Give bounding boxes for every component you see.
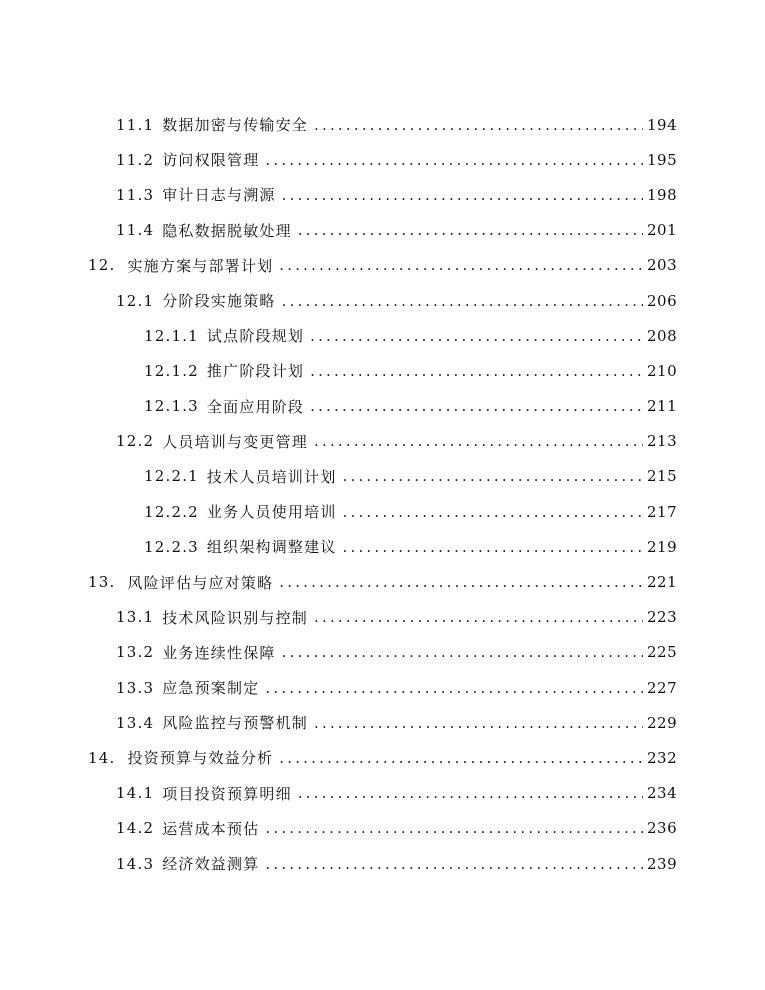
toc-entry[interactable]	[0, 600, 765, 635]
toc-entry-title: 风险评估与应对策略	[127, 573, 274, 592]
toc-entry-title: 全面应用阶段	[206, 397, 305, 416]
toc-dot-leader	[310, 362, 643, 380]
toc-dot-leader	[265, 151, 643, 169]
toc-dot-leader	[282, 643, 643, 661]
toc-entry-page-number: 217	[647, 502, 678, 521]
toc-entry-page-number: 211	[647, 397, 678, 416]
toc-entry-page-number: 215	[647, 467, 678, 486]
toc-entry-page-number: 198	[647, 185, 678, 204]
toc-entry-title: 分阶段实施策略	[162, 292, 276, 311]
toc-entry-title: 审计日志与溯源	[162, 186, 276, 205]
toc-dot-leader	[265, 819, 643, 837]
toc-entry[interactable]	[0, 705, 765, 740]
toc-entry[interactable]	[0, 213, 765, 248]
toc-entry-page-number: 223	[647, 608, 678, 627]
toc-entry[interactable]	[0, 529, 765, 564]
toc-entry-page-number: 213	[647, 432, 678, 451]
toc-entry-title: 隐私数据脱敏处理	[162, 221, 292, 240]
toc-entry-page-number: 195	[647, 150, 678, 169]
toc-dot-leader	[314, 714, 643, 732]
toc-dot-leader	[310, 397, 643, 415]
toc-entry[interactable]	[0, 318, 765, 353]
toc-entry-page-number: 219	[647, 537, 678, 556]
toc-entry-title: 组织架构调整建议	[206, 538, 337, 557]
toc-entry-number: 13.	[88, 573, 116, 592]
toc-entry[interactable]	[0, 635, 765, 670]
toc-entry-page-number: 203	[647, 256, 678, 275]
toc-entry-page-number: 234	[647, 784, 678, 803]
toc-entry-title: 经济效益测算	[162, 855, 260, 874]
toc-entry-number: 11.1	[116, 115, 155, 134]
toc-entry[interactable]	[0, 459, 765, 494]
toc-entry[interactable]	[0, 353, 765, 388]
toc-entry-title: 业务连续性保障	[162, 643, 276, 662]
toc-entry-number: 12.2.2	[144, 502, 199, 521]
toc-entry-number: 12.1.2	[144, 361, 199, 380]
toc-dot-leader	[314, 432, 643, 450]
toc-entry-number: 12.2.3	[144, 537, 199, 556]
toc-dot-leader	[282, 186, 643, 204]
toc-entry-title: 推广阶段计划	[206, 362, 305, 381]
toc-dot-leader	[314, 608, 643, 626]
toc-entry-title: 风险监控与预警机制	[162, 714, 309, 733]
toc-entry-page-number: 236	[647, 819, 678, 838]
toc-entry-page-number: 239	[647, 854, 678, 873]
toc-entry-number: 13.2	[116, 643, 155, 662]
toc-entry-number: 13.4	[116, 713, 155, 732]
toc-dot-leader	[310, 327, 643, 345]
toc-entry-number: 14.1	[116, 784, 155, 803]
toc-entry-title: 运营成本预估	[162, 819, 260, 838]
toc-entry[interactable]	[0, 846, 765, 881]
toc-entry-number: 11.3	[116, 185, 155, 204]
toc-entry-number: 14.3	[116, 854, 155, 873]
toc-dot-leader	[282, 292, 643, 310]
toc-dot-leader	[343, 467, 643, 485]
toc-dot-leader	[343, 538, 643, 556]
toc-entry[interactable]	[0, 776, 765, 811]
toc-entry-title: 访问权限管理	[162, 151, 260, 170]
toc-entry-page-number: 229	[647, 713, 678, 732]
toc-entry-page-number: 232	[647, 748, 678, 767]
toc-entry-number: 12.2	[116, 432, 155, 451]
toc-entry-page-number: 208	[647, 326, 678, 345]
toc-entry-number: 12.	[88, 256, 116, 275]
toc-entry-title: 数据加密与传输安全	[162, 116, 309, 135]
toc-entry-title: 项目投资预算明细	[162, 784, 292, 803]
toc-entry-number: 13.1	[116, 608, 155, 627]
toc-entry[interactable]	[0, 248, 765, 283]
toc-dot-leader	[298, 221, 643, 239]
toc-entry-title: 应急预案制定	[162, 679, 260, 698]
toc-entry-number: 14.	[88, 748, 116, 767]
toc-entry[interactable]	[0, 564, 765, 599]
toc-entry-page-number: 210	[647, 361, 678, 380]
toc-dot-leader	[343, 503, 643, 521]
toc-entry[interactable]	[0, 177, 765, 212]
toc-entry[interactable]	[0, 142, 765, 177]
toc-entry-number: 14.2	[116, 819, 155, 838]
toc-dot-leader	[298, 784, 643, 802]
toc-entry-number: 13.3	[116, 678, 155, 697]
toc-entry[interactable]	[0, 283, 765, 318]
toc-entry-number: 12.1.3	[144, 397, 199, 416]
toc-entry[interactable]	[0, 107, 765, 142]
toc-dot-leader	[265, 679, 643, 697]
toc-entry-page-number: 225	[647, 643, 678, 662]
toc-entry-page-number: 227	[647, 678, 678, 697]
toc-entry-title: 技术风险识别与控制	[162, 608, 309, 627]
toc-dot-leader	[279, 749, 643, 767]
toc-entry-number: 12.2.1	[144, 467, 199, 486]
toc-entry-title: 技术人员培训计划	[206, 467, 337, 486]
toc-entry-title: 业务人员使用培训	[206, 503, 337, 522]
toc-entry[interactable]	[0, 424, 765, 459]
table-of-contents	[0, 107, 765, 881]
toc-dot-leader	[314, 116, 643, 134]
toc-entry[interactable]	[0, 670, 765, 705]
toc-entry[interactable]	[0, 740, 765, 775]
toc-dot-leader	[265, 855, 643, 873]
toc-entry-page-number: 201	[647, 221, 678, 240]
toc-entry-page-number: 194	[647, 115, 678, 134]
toc-entry-title: 试点阶段规划	[206, 327, 305, 346]
toc-entry[interactable]	[0, 811, 765, 846]
toc-entry-number: 12.1	[116, 291, 155, 310]
toc-entry-number: 11.2	[116, 150, 155, 169]
toc-dot-leader	[279, 256, 643, 274]
toc-entry-title: 实施方案与部署计划	[127, 256, 274, 275]
toc-entry[interactable]	[0, 494, 765, 529]
toc-entry[interactable]	[0, 389, 765, 424]
toc-entry-page-number: 221	[647, 573, 678, 592]
toc-entry-title: 人员培训与变更管理	[162, 432, 309, 451]
toc-dot-leader	[279, 573, 643, 591]
toc-entry-number: 12.1.1	[144, 326, 199, 345]
toc-entry-page-number: 206	[647, 291, 678, 310]
toc-entry-title: 投资预算与效益分析	[127, 749, 274, 768]
toc-entry-number: 11.4	[116, 221, 155, 240]
